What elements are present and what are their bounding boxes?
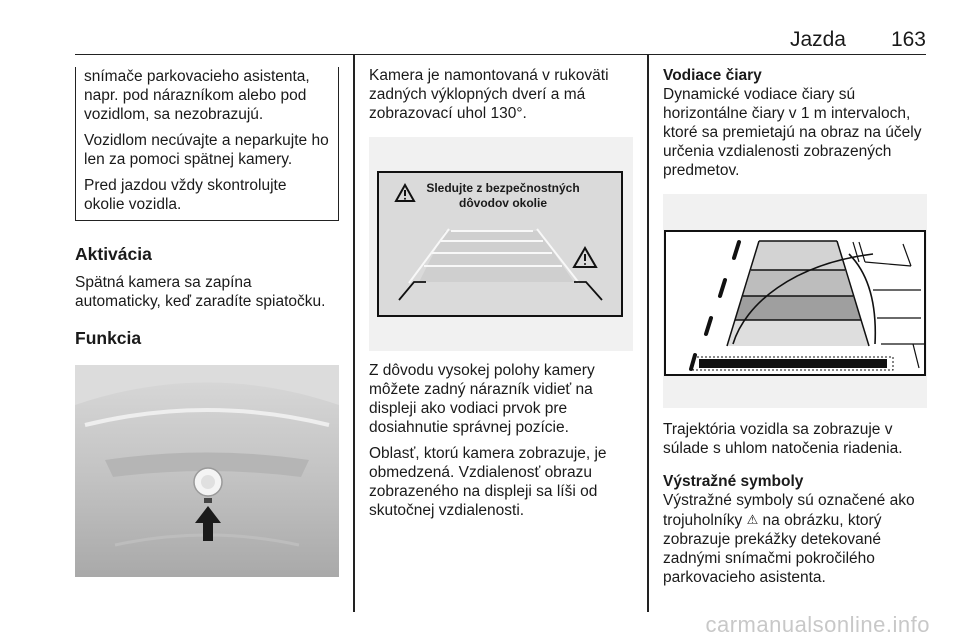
rear-camera-display bbox=[369, 137, 633, 351]
paragraph-area: Oblasť, ktorú kamera zobrazuje, je obmedzená. Vzdialenosť obrazu zobrazeného na displeji sa líši od skutočnej vzdialenosti. bbox=[369, 445, 607, 519]
warning-triangle-icon: ⚠ bbox=[746, 512, 759, 527]
page-header bbox=[75, 24, 926, 55]
guide-lines-figure bbox=[663, 194, 927, 408]
warning-text-2: Vozidlom necúvajte a neparkujte ho len za pomoci spätnej kamery. bbox=[84, 132, 329, 168]
symbols-text-after: na obrázku, ktorý zobrazuje prekážky detekované zadnými snímačmi pokročilého parkovacieho asistenta. bbox=[663, 512, 882, 586]
paragraph-activation: Spätná kamera sa zapína automaticky, keď zaradíte spiatočku. bbox=[75, 274, 326, 310]
heading-activation: Aktivácia bbox=[75, 244, 152, 264]
paragraph-bumper: Z dôvodu vysokej polohy kamery môžete zadný nárazník vidieť na displeji ako vodiaci prvok pre dosiahnutie správnej pozície. bbox=[369, 362, 595, 436]
column-1 bbox=[75, 66, 339, 577]
warning-text-3: Pred jazdou vždy skontrolujte okolie vozidla. bbox=[84, 177, 287, 213]
watermark: carmanualsonline.info bbox=[705, 612, 930, 637]
warning-box bbox=[75, 67, 339, 221]
paragraph-trajectory: Trajektória vozidla sa zobrazuje v súlade s uhlom natočenia riadenia. bbox=[663, 421, 903, 457]
section-title: Jazda bbox=[789, 28, 846, 51]
symbols-text-before: Výstražné symboly sú označené ako trojuholníky bbox=[663, 492, 915, 529]
paragraph-warning-symbols bbox=[663, 491, 927, 587]
paragraph-camera-mount: Kamera je namontovaná v rukoväti zadných výklopných dverí a má zobrazovací uhol 130°. bbox=[369, 67, 609, 122]
column-divider-1 bbox=[353, 54, 355, 612]
tailgate-illustration bbox=[75, 365, 339, 577]
guide-lines-diagram bbox=[663, 194, 927, 408]
column-divider-2 bbox=[647, 54, 649, 612]
column-3 bbox=[663, 66, 927, 594]
column-2 bbox=[369, 66, 633, 527]
page-number: 163 bbox=[890, 28, 926, 51]
heading-guide-lines: Vodiace čiary bbox=[663, 67, 762, 84]
display-message-line1: Sledujte z bezpečnostných bbox=[426, 181, 580, 195]
paragraph-guide-lines: Dynamické vodiace čiary sú horizontálne čiary v 1 m intervaloch, ktoré sa premietajú na obraz na účely určenia vzdialenosti zobrazených predmetov. bbox=[663, 86, 922, 179]
heading-function: Funkcia bbox=[75, 328, 142, 348]
display-message-line2: dôvodov okolie bbox=[458, 196, 548, 210]
camera-location-figure bbox=[75, 365, 339, 577]
camera-display-figure bbox=[369, 137, 633, 351]
warning-text-1: snímače parkovacieho asistenta, napr. pod nárazníkom alebo pod vozidlom, sa nezobrazujú. bbox=[84, 68, 310, 123]
heading-warning-symbols: Výstražné symboly bbox=[663, 473, 804, 490]
